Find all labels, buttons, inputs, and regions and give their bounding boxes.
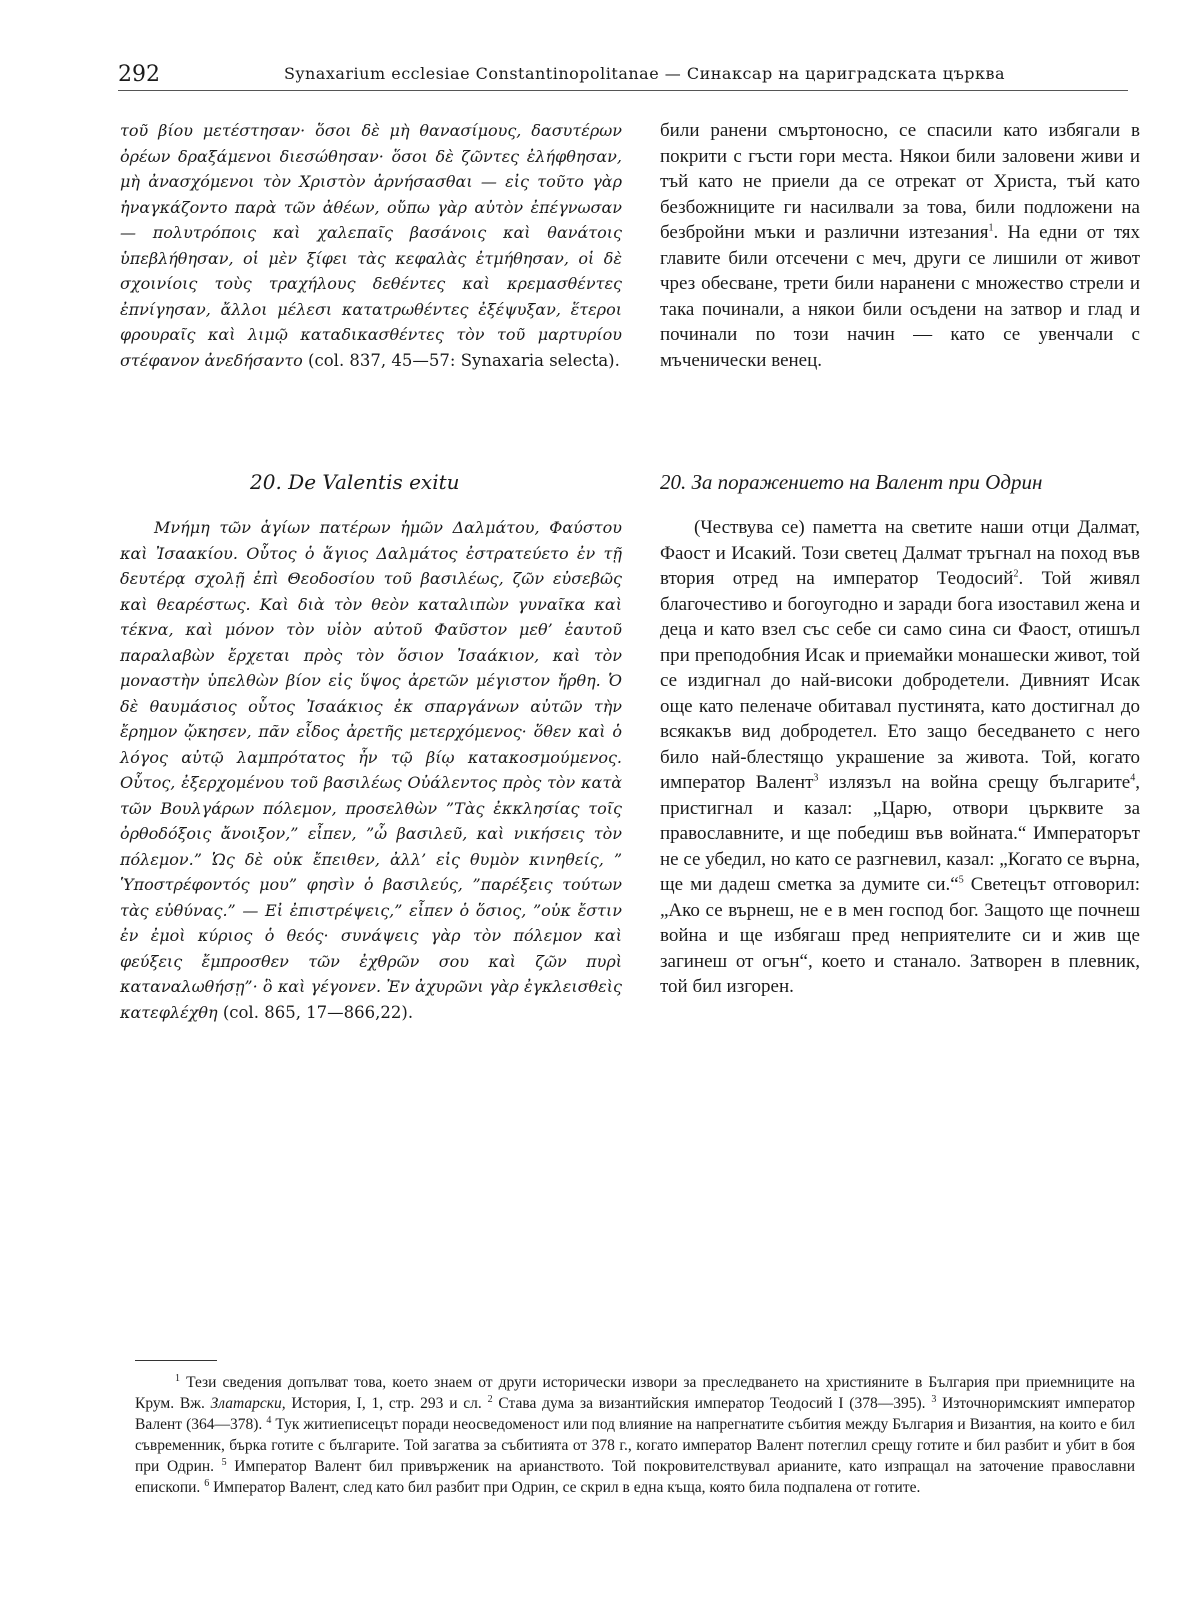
footnote-ref-2[interactable]: 2 — [1013, 568, 1019, 580]
footnote-marker-5: 5 — [221, 1456, 227, 1468]
footnote-ref-4[interactable]: 4 — [1130, 772, 1136, 784]
footnote-marker-4: 4 — [266, 1414, 272, 1426]
footnote-6: Император Валент, след като бил разбит при Одрин, се скрил в една къща, която била подпалена от готите. — [209, 1479, 921, 1496]
greek-citation: (col. 837, 45—57: Synaxaria selecta). — [302, 350, 620, 370]
bulgarian-text: Светецът отговорил: „Ако се върнеш, не е в мен господ бог. Защото ще почнеш война и ще избягаш пред неприятелите си и жив ще загинеш от огън“, което и станало. Затворен в плевник, той бил изгорен. — [660, 874, 1140, 997]
footnote-ref-5[interactable]: 5 — [958, 874, 964, 886]
bottom-greek-column — [120, 515, 622, 1025]
greek-text: Μνήμη τῶν ἁγίων πατέρων ἡμῶν Δαλμάτου, Φαύστου καὶ Ἰσαακίου. Οὗτος ὁ ἅγιος Δαλμάτος ἐστρατεύετο ἐν τῇ δευτέρᾳ σχολῇ ἐπὶ Θεοδοσίου τοῦ βασιλέως, ζῶν εὐσεβῶς καὶ θεαρέστως. Καὶ διὰ τὸν θεὸν καταλιπὼν γυναῖκα καὶ τέκνα, καὶ μόνον τὸν υἱὸν αὐτοῦ Φαῦστον μεθ’ ἑαυτοῦ παραλαβὼν ἔρχεται πρὸς τὸν ὅσιον Ἰσαάκιον, καὶ τὸν μοναστὴν ὑπελθὼν βίον εἰς ὕψος ἀρετῶν μέγιστον ἤρθη. Ὁ δὲ θαυμάσιος οὗτος Ἰσαάκιος ἐκ σπαργάνων αὐτῶν τὴν ἔρημον ᾤκησεν, πᾶν εἶδος ἀρετῆς μετερχόμενος· ὅθεν καὶ ὁ λόγος αὐτῷ λαμπρότατος ἦν τῷ βίῳ κατακοσμούμενος. Οὗτος, ἐξερχομένου τοῦ βασιλέως Οὐάλεντος πρὸς τὸν κατὰ τῶν Βουλγάρων πόλεμον, προσελθὼν ”Τὰς ἐκκλησίας τοῖς ὀρθοδόξοις ἄνοιξον,” εἶπεν, ”ὦ βασιλεῦ, καὶ νικήσεις τὸν πόλεμον.” Ὡς δὲ οὐκ ἔπειθεν, ἀλλ’ εἰς θυμὸν κινηθείς, ” Ὑποστρέφοντός μου” φησὶν ὁ βασιλεύς, ”παρέξεις τούτων τὰς εὐθύνας.” — Εἰ ἐπιστρέψεις,” εἶπεν ὁ ὅσιος, ”οὐκ ἔστιν ἐν ἐμοὶ κύριος ὁ θεός· συνάψεις γὰρ τὸν πόλεμον καὶ φεύξεις ἔμπροσθεν τῶν ἐχθρῶν σου καὶ ζῶν πυρὶ καταναλωθήσῃ”· ὃ καὶ γέγονεν. Ἐν ἀχυρῶνι γὰρ ἐγκλεισθεὶς κατεφλέχθη — [120, 518, 622, 1022]
footnote-1-author: Златарски, — [210, 1395, 286, 1412]
footnote-marker-1: 1 — [175, 1372, 180, 1384]
bulgarian-text: били ранени смъртоносно, се спасили като избягали в покрити с гъсти гори места. Някои били заловени живи и тъй като не приели да се отрекат от Христа, тъй като безбожниците ги насилвали за това, били подложени на безбройни мъки и различни изтезания — [660, 120, 1140, 243]
bulgarian-text: . На едни от тях главите били отсечени с меч, други се лишили от живот чрез обесване, трети били наранени с множество стрели и така починали, а някои били осъдени на затвор и глад и починали по този начин — като се увенчали с мъченически венец. — [660, 222, 1140, 371]
footnote-5: Император Валент бил привърженик на арианството. Той покровителствувал арианите, като изпращал на заточение православни епископи. — [135, 1458, 1136, 1496]
footnote-2: Става дума за византийския император Теодосий I (378—395). — [492, 1395, 926, 1412]
footnote-1: Тези сведения допълват това, което знаем от други исторически извори за преследването на християните в България при приемниците на Крум. Вж. — [135, 1374, 1135, 1412]
footnote-marker-2: 2 — [487, 1393, 493, 1405]
bottom-bulgarian-column — [660, 515, 1140, 1000]
footnote-1-ref: История, I, 1, стр. 293 и сл. — [285, 1395, 482, 1412]
bulgarian-text: (Чествува се) паметта на светите наши отци Далмат, Фаост и Исакий. Този светец Далмат тръгнал на поход във втория отред на император Теодосий — [660, 517, 1140, 589]
footnote-marker-3: 3 — [931, 1393, 937, 1405]
footnote-ref-1[interactable]: 1 — [988, 222, 994, 234]
footnote-4: Тук житиеписецът поради неосведоменост или под влияние на напрегнатите събития между България и Византия, на които е бил съвременник, бърка готите с българите. Той загатва за събитията от 378 г., когато император Валент потеглил срещу готите и бил разбит и убит в боя при Одрин. — [135, 1416, 1135, 1475]
greek-text: τοῦ βίου μετέστησαν· ὅσοι δὲ μὴ θανασίμους, δασυτέρων ὀρέων δραξάμενοι διεσώθησαν· ὅσοι δὲ ζῶντες ἐλήφθησαν, μὴ ἀνασχόμενοι τὸν Χριστὸν ἀρνήσασθαι — εἰς τοῦτο γὰρ ἠναγκάζοντο παρὰ τῶν ἀθέων, οὔπω γὰρ αὐτὸν ἐπέγνωσαν — πολυτρόποις καὶ χαλεπαῖς βασάνοις καὶ θανάτοις ὑπεβλήθησαν, οἱ μὲν ξίφει τὰς κεφαλὰς ἐτμήθησαν, οἱ δὲ σχοινίοις τοὺς τραχήλους δεθέντες καὶ κρεμασθέντες ἐπνίγησαν, ἄλλοι μέλεσι κατατρωθέντες ἐξέψυξαν, ἕτεροι φρουραῖς καὶ λιμῷ καταδικασθέντες τὸν τοῦ μαρτυρίου στέφανον ἀνεδήσαντο — [120, 121, 622, 370]
running-head: Synaxarium ecclesiae Constantinopolitanae — Синаксар на цариградската църква — [284, 64, 1006, 83]
footnote-marker-6: 6 — [204, 1477, 210, 1489]
section-title-latin: 20. De Valentis exitu — [250, 470, 460, 494]
top-greek-column — [120, 118, 622, 373]
footnote-3: Източноримският император Валент (364—378). — [135, 1395, 1136, 1433]
section-title-bulgarian: 20. За поражението на Валент при Одрин — [660, 470, 1043, 494]
page-header — [118, 56, 1128, 91]
footnote-ref-3[interactable]: 3 — [813, 772, 819, 784]
bulgarian-text: , пристигнал и казал: „Царю, отвори църквите за православните, и ще победиш във войната.“ Императорът не се убедил, но като се разгневил, казал: „Когато се върна, ще ми дадеш сметка за думите си.“ — [660, 772, 1140, 895]
page-number: 292 — [118, 62, 160, 87]
footnote-divider — [135, 1360, 217, 1361]
top-bulgarian-column — [660, 118, 1140, 373]
bulgarian-text: излязъл на война срещу българите — [818, 772, 1131, 793]
footnotes — [135, 1372, 1135, 1498]
bulgarian-text: . Той живял благочестиво и богоугодно и заради бога изоставил жена и деца и като взел със себе си само сина си Фаост, отишъл при преподобния Исак и приемайки монашески живот, той се издигнал до най-високи добродетели. Дивният Исак още като пеленаче обитавал пустинята, като достигнал до всякакъв вид добродетел. Ето защо беседването с него било най-блестящо украшение за живота. Той, когато император Валент — [660, 568, 1140, 793]
greek-citation: (col. 865, 17—866,22). — [217, 1002, 414, 1022]
